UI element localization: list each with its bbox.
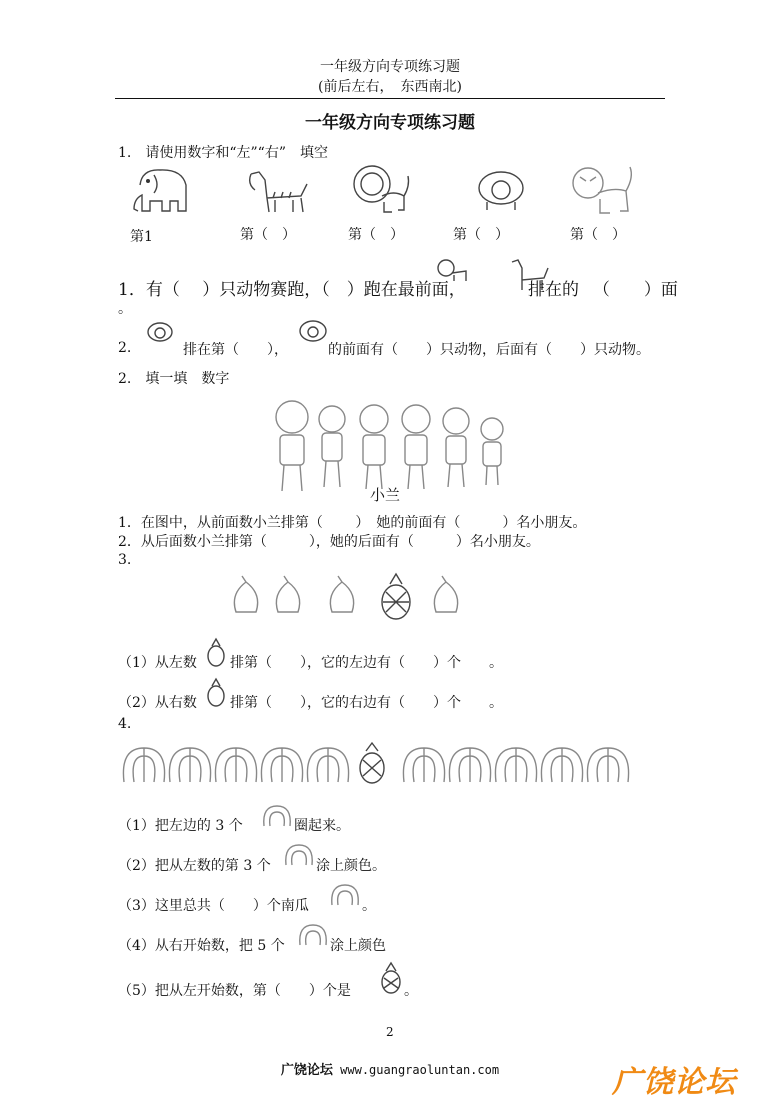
header-title: 一年级方向专项练习题 bbox=[320, 59, 460, 75]
xiaolan-caption: 小兰 bbox=[370, 486, 401, 504]
q2-question-2: 2．从后面数小兰排第（ ），她的后面有（ ）名小朋友。 bbox=[118, 534, 540, 550]
pumpkin-icon bbox=[262, 804, 292, 828]
q4-item-4-part2: 涂上颜色 bbox=[330, 938, 386, 954]
tiger-icon bbox=[568, 163, 638, 218]
site-logo: 广饶论坛 bbox=[612, 1065, 736, 1100]
zebra-icon bbox=[245, 170, 315, 215]
q2-question-1: 1．在图中，从前面数小兰排第（ ） 她的前面有（ ）名小朋友。 bbox=[118, 515, 587, 531]
animal-label-1: 第1 bbox=[130, 229, 153, 245]
q2-heading: 2. 填一填 数字 bbox=[118, 371, 230, 387]
elephant-icon bbox=[130, 165, 192, 217]
q3-row1-part2: 排第（ ），它的左边有（ ）个 。 bbox=[230, 655, 503, 671]
sheep-icon bbox=[475, 168, 527, 213]
q4-item-1-part1: （1）把左边的 3 个 bbox=[118, 818, 243, 834]
pineapple-icon bbox=[380, 962, 402, 994]
q1-sentence-1-part2: 排在的 （ ）面 bbox=[528, 280, 678, 300]
q3-number: 3. bbox=[118, 552, 132, 568]
q3-row2-part1: （2）从右数 bbox=[118, 695, 197, 711]
peach-icon bbox=[234, 576, 257, 612]
peach-icon bbox=[434, 576, 457, 612]
pineapple-icon bbox=[206, 638, 226, 668]
animal-label-5: 第（ ） bbox=[570, 227, 626, 243]
header-rule bbox=[115, 98, 665, 99]
footer-site-name: 广饶论坛 bbox=[280, 1063, 333, 1078]
q1-sentence-2-num: 2. bbox=[118, 340, 132, 356]
q1-sentence-2-part2: 的前面有（ ）只动物，后面有（ ）只动物。 bbox=[328, 342, 650, 358]
pumpkin-icon bbox=[298, 923, 328, 947]
animal-label-2: 第（ ） bbox=[240, 227, 296, 243]
q4-item-2-part2: 涂上颜色。 bbox=[316, 858, 386, 874]
footer-site-url[interactable]: www.guangraoluntan.com bbox=[340, 1063, 500, 1077]
q4-number: 4. bbox=[118, 716, 132, 732]
pumpkin-icon bbox=[330, 883, 360, 907]
peach-icon bbox=[330, 576, 353, 612]
pineapple-icon bbox=[206, 678, 226, 708]
q4-item-2-part1: （2）把从左数的第 3 个 bbox=[118, 858, 271, 874]
peach-icon bbox=[276, 576, 299, 612]
q4-item-1-part2: 圈起来。 bbox=[294, 818, 350, 834]
animal-label-4: 第（ ） bbox=[453, 227, 509, 243]
q1-sentence-2-part1: 排在第（ ）， bbox=[183, 342, 288, 358]
q4-item-5-part1: （5）把从左开始数，第（ ）个是 bbox=[118, 983, 351, 999]
pumpkin-icon bbox=[284, 843, 314, 867]
sheep-icon bbox=[146, 320, 174, 344]
q4-item-5-part2: 。 bbox=[404, 983, 418, 999]
q1-sentence-1-tail: 。 bbox=[118, 301, 132, 317]
q1-sentence-1-part1: 1．有（ ）只动物赛跑，（ ）跑在最前面， bbox=[118, 280, 466, 300]
animal-label-3: 第（ ） bbox=[348, 227, 404, 243]
sheep-icon bbox=[298, 318, 328, 344]
pumpkin-row bbox=[120, 742, 640, 790]
q4-item-4-part1: （4）从右开始数，把 5 个 bbox=[118, 938, 285, 954]
lion-icon bbox=[436, 257, 470, 283]
q4-item-3-part1: （3）这里总共（ ）个南瓜 bbox=[118, 898, 309, 914]
q4-item-3-part2: 。 bbox=[362, 898, 376, 914]
page-number: 2 bbox=[386, 1025, 394, 1039]
q3-row1-part1: （1）从左数 bbox=[118, 655, 197, 671]
header-subtitle: (前后左右， 东西南北) bbox=[318, 79, 462, 95]
page-title: 一年级方向专项练习题 bbox=[305, 113, 475, 133]
q1-heading: 1. 请使用数字和“左”“右” 填空 bbox=[118, 145, 328, 161]
fruit-row bbox=[228, 572, 478, 622]
lion-icon bbox=[350, 162, 412, 217]
q3-row2-part2: 排第（ ），它的右边有（ ）个 。 bbox=[230, 695, 503, 711]
